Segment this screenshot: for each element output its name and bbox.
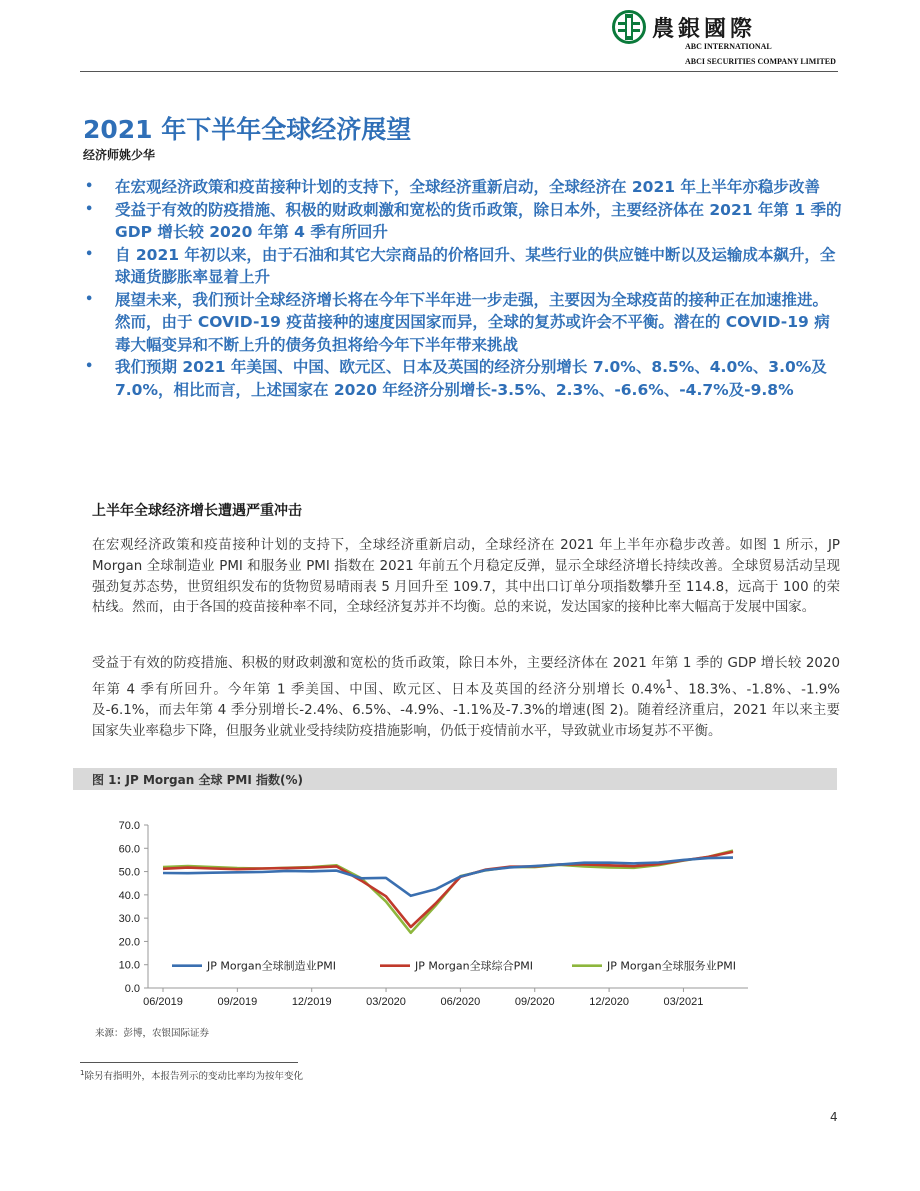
x-tick-label: 06/2020: [440, 996, 481, 1008]
body-paragraph-2: [92, 654, 840, 743]
x-tick-label: 12/2020: [589, 996, 629, 1008]
footnote: [80, 1068, 303, 1082]
y-tick-label: 50.0: [118, 866, 140, 879]
page-number: 4: [830, 1110, 838, 1124]
header-divider: [80, 71, 838, 72]
key-point-text: 受益于有效的防疫措施、积极的财政刺激和宽松的货币政策，除日本外，主要经济体在 2021 年第 1 季的 GDP 增长较 2020 年第 4 季有所回升: [115, 200, 842, 241]
pmi-line-chart: [80, 808, 840, 1018]
x-tick-label: 09/2019: [217, 996, 258, 1008]
paragraph-text: 受益于有效的防疫措施、积极的财政刺激和宽松的货币政策，除日本外，主要经济体在 2021 年第 1 季的 GDP 增长较 2020 年第 4 季有所回升。今年第 1 季美国、中国、欧元区、日本及英国的经济分别增长 0.4%: [92, 656, 840, 698]
chart-source: 来源：彭博，农银国际证券: [95, 1028, 210, 1039]
footnote-ref[interactable]: 1: [665, 677, 673, 691]
logo-english-name: ABC INTERNATIONAL: [685, 42, 772, 51]
legend-label: JP Morgan全球制造业PMI: [207, 959, 336, 973]
y-tick-label: 70.0: [118, 820, 140, 832]
logo-company-name: ABCI SECURITIES COMPANY LIMITED: [685, 57, 836, 66]
legend-label: JP Morgan全球综合PMI: [415, 959, 533, 973]
y-tick-label: 60.0: [118, 843, 140, 856]
x-tick-label: 12/2019: [291, 996, 332, 1008]
footnote-text: 除另有指明外，本报告列示的变动比率均为按年变化: [84, 1071, 303, 1082]
footnote-divider: [80, 1062, 298, 1063]
author-line: 经济师姚少华: [83, 148, 156, 162]
figure-title: 图 1: JP Morgan 全球 PMI 指数(%): [92, 773, 304, 787]
bullet-icon: •: [85, 246, 94, 262]
y-tick-label: 10.0: [118, 959, 140, 972]
paragraph-text: 、18.3%、-1.8%、-1.9%及-6.1%，而去年第 4 季分别增长-2.4%、6.5%、-4.9%、-1.1%及-7.3%的增速(图 2)。随着经济重启，2021 年以来主要国家失业率稳步下降，但服务业就业受持续防疫措施影响，仍低于疫情前水平，导致就业市场复苏不平衡。: [92, 682, 840, 739]
body-paragraph-1: 在宏观经济政策和疫苗接种计划的支持下，全球经济重新启动，全球经济在 2021 年上半年亦稳步改善。如图 1 所示，JP Morgan 全球制造业 PMI 和服务业 PMI 指数在 2021 年前五个月稳定反弹，显示全球经济增长持续改善。全球贸易活动呈现强劲复苏态势，世贸组织发布的货物贸易晴雨表 5 月回升至 109.7，其中出口订单分项指数攀升至 114.8，远高于 100 的荣枯线。然而，由于各国的疫苗接种率不同，全球经济复苏并不均衡。总的来说，发达国家的接种比率大幅高于发展中国家。: [92, 538, 840, 616]
bullet-icon: •: [85, 201, 94, 217]
x-tick-label: 09/2020: [514, 996, 555, 1008]
y-tick-label: 0.0: [124, 983, 140, 995]
key-point-text: 展望未来，我们预计全球经济增长将在今年下半年进一步走强，主要因为全球疫苗的接种正在加速推进。然而，由于 COVID-19 疫苗接种的速度因国家而异，全球的复苏或许会不平衡。潜在的 COVID-19 病毒大幅变异和不断上升的债务负担将给今年下半年带来挑战: [115, 290, 830, 354]
key-point-text: 自 2021 年初以来，由于石油和其它大宗商品的价格回升、某些行业的供应链中断以及运输成本飙升，全球通货膨胀率显着上升: [115, 245, 836, 286]
bullet-icon: •: [85, 359, 94, 374]
key-point: [83, 176, 843, 199]
key-point: [83, 244, 843, 289]
page-title: 2021 年下半年全球经济展望: [83, 115, 412, 144]
logo-chinese-name: 農銀國際: [652, 16, 757, 42]
y-tick-label: 40.0: [118, 889, 140, 902]
key-point: [83, 199, 843, 244]
bullet-icon: •: [85, 179, 94, 194]
key-point: [83, 356, 843, 401]
legend-label: JP Morgan全球服务业PMI: [607, 959, 736, 973]
x-tick-label: 03/2021: [663, 996, 704, 1008]
bullet-icon: •: [85, 291, 94, 307]
y-tick-label: 20.0: [118, 936, 140, 949]
section-heading: 上半年全球经济增长遭遇严重冲击: [92, 503, 302, 519]
x-tick-label: 06/2019: [143, 996, 183, 1008]
key-point: [83, 289, 843, 357]
x-tick-label: 03/2020: [366, 996, 406, 1008]
y-tick-label: 30.0: [118, 913, 140, 926]
page-header: [0, 0, 920, 72]
abc-logo-icon: [612, 10, 646, 44]
key-point-text: 我们预期 2021 年美国、中国、欧元区、日本及英国的经济分别增长 7.0%、8.5%、4.0%、3.0%及 7.0%，相比而言，上述国家在 2020 年经济分别增长-3.5%、2.3%、-6.6%、-4.7%及-9.8%: [115, 358, 827, 399]
footnote-marker: 1: [80, 1068, 85, 1077]
key-point-text: 在宏观经济政策和疫苗接种计划的支持下，全球经济重新启动，全球经济在 2021 年上半年亦稳步改善: [115, 178, 820, 196]
key-points-list: [83, 176, 843, 401]
